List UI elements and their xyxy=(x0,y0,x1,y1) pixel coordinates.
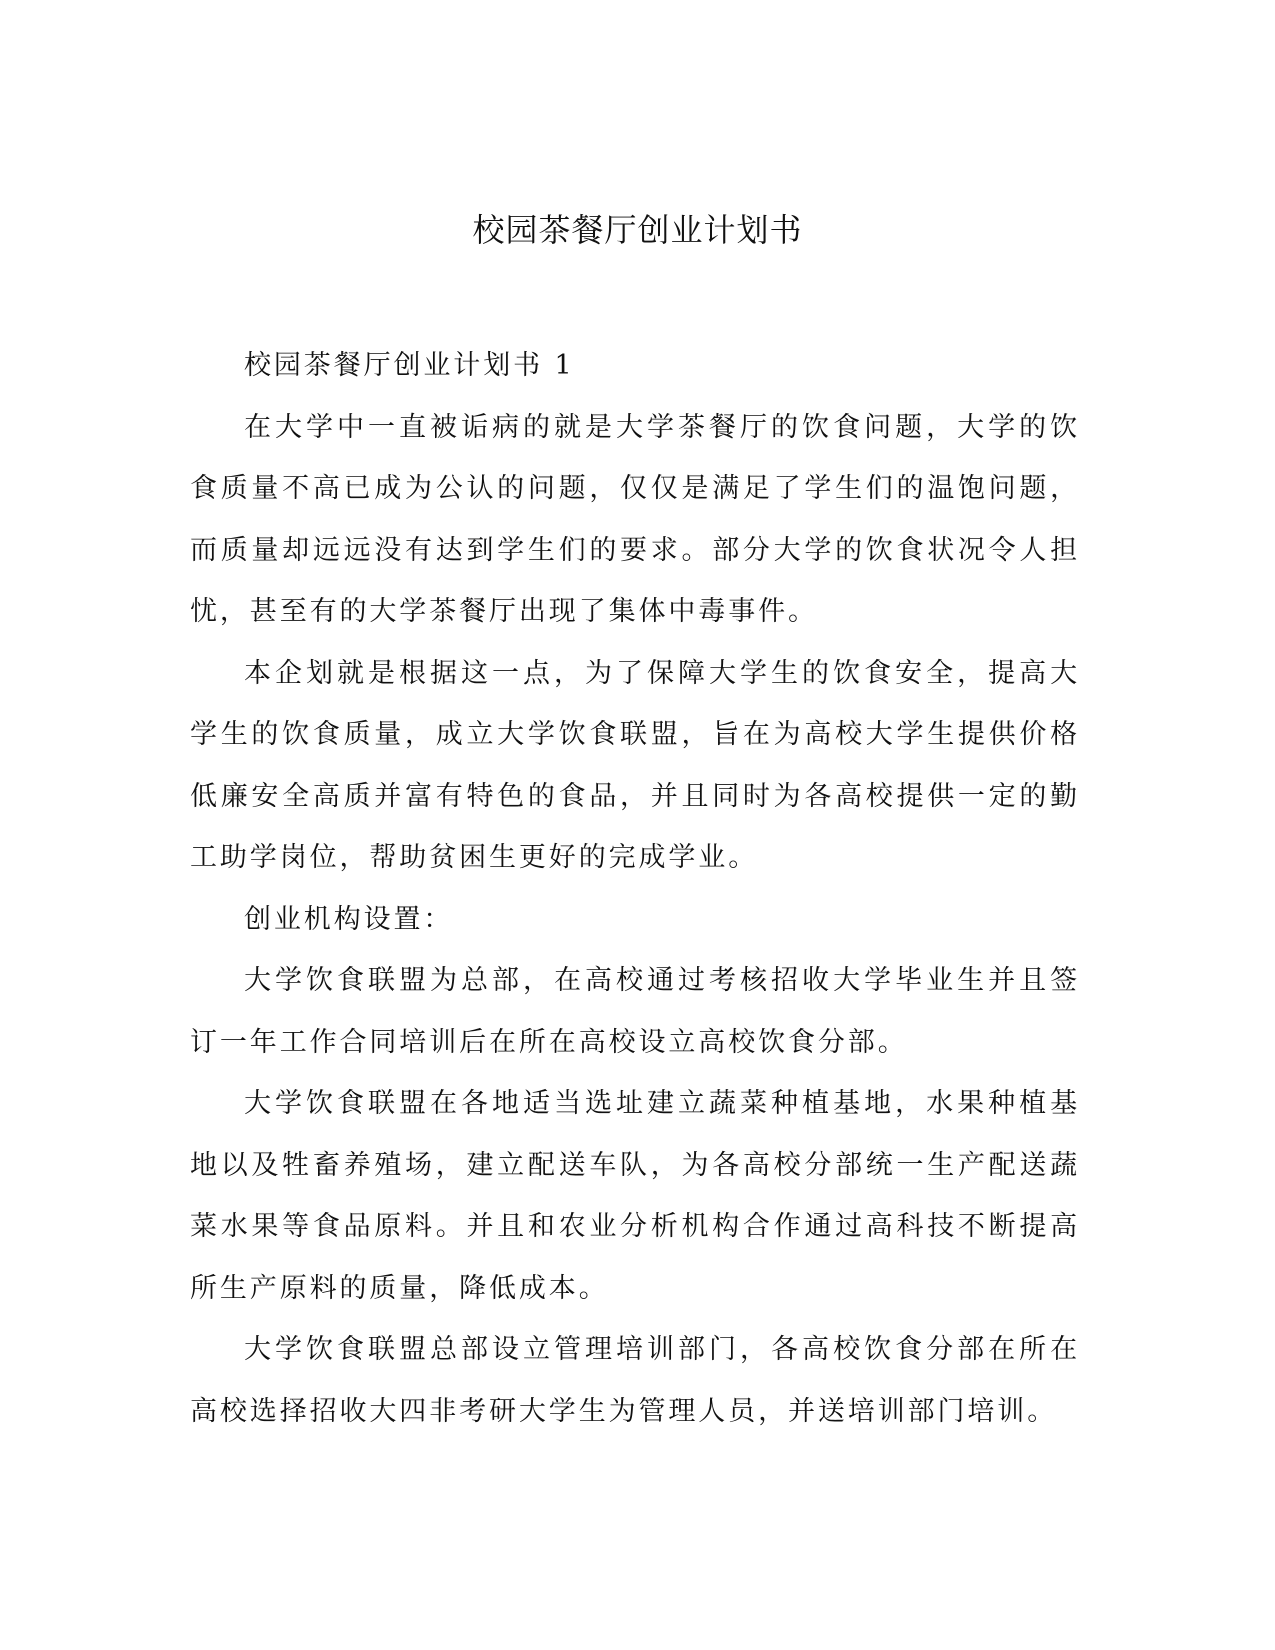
document-title: 校园茶餐厅创业计划书 xyxy=(472,211,803,249)
paragraph-structure-heading: 创业机构设置： xyxy=(244,903,454,935)
paragraph-headquarters: 大学饮食联盟为总部，在高校通过考核招收大学毕业生并且签订一年工作合同培训后在所在高校设立高校饮食分部。 xyxy=(190,965,1080,1058)
paragraph-intro: 在大学中一直被诟病的就是大学茶餐厅的饮食问题，大学的饮食质量不高已成为公认的问题，仅仅是满足了学生们的温饱问题，而质量却远远没有达到学生们的要求。部分大学的饮食状况令人担忧，甚至有的大学茶餐厅出现了集体中毒事件。 xyxy=(190,411,1080,627)
section-heading: 校园茶餐厅创业计划书 1 xyxy=(244,350,575,381)
paragraph-training: 大学饮食联盟总部设立管理培训部门，各高校饮食分部在所在高校选择招收大四非考研大学生为管理人员，并送培训部门培训。 xyxy=(190,1334,1080,1427)
paragraph-supply-base: 大学饮食联盟在各地适当选址建立蔬菜种植基地，水果种植基地以及牲畜养殖场，建立配送车队，为各高校分部统一生产配送蔬菜水果等食品原料。并且和农业分析机构合作通过高科技不断提高所生产原料的质量，降低成本。 xyxy=(190,1088,1080,1304)
document-body xyxy=(190,335,1080,1442)
paragraph-plan-purpose: 本企划就是根据这一点，为了保障大学生的饮食安全，提高大学生的饮食质量，成立大学饮食联盟，旨在为高校大学生提供价格低廉安全高质并富有特色的食品，并且同时为各高校提供一定的勤工助学岗位，帮助贫困生更好的完成学业。 xyxy=(190,657,1080,873)
